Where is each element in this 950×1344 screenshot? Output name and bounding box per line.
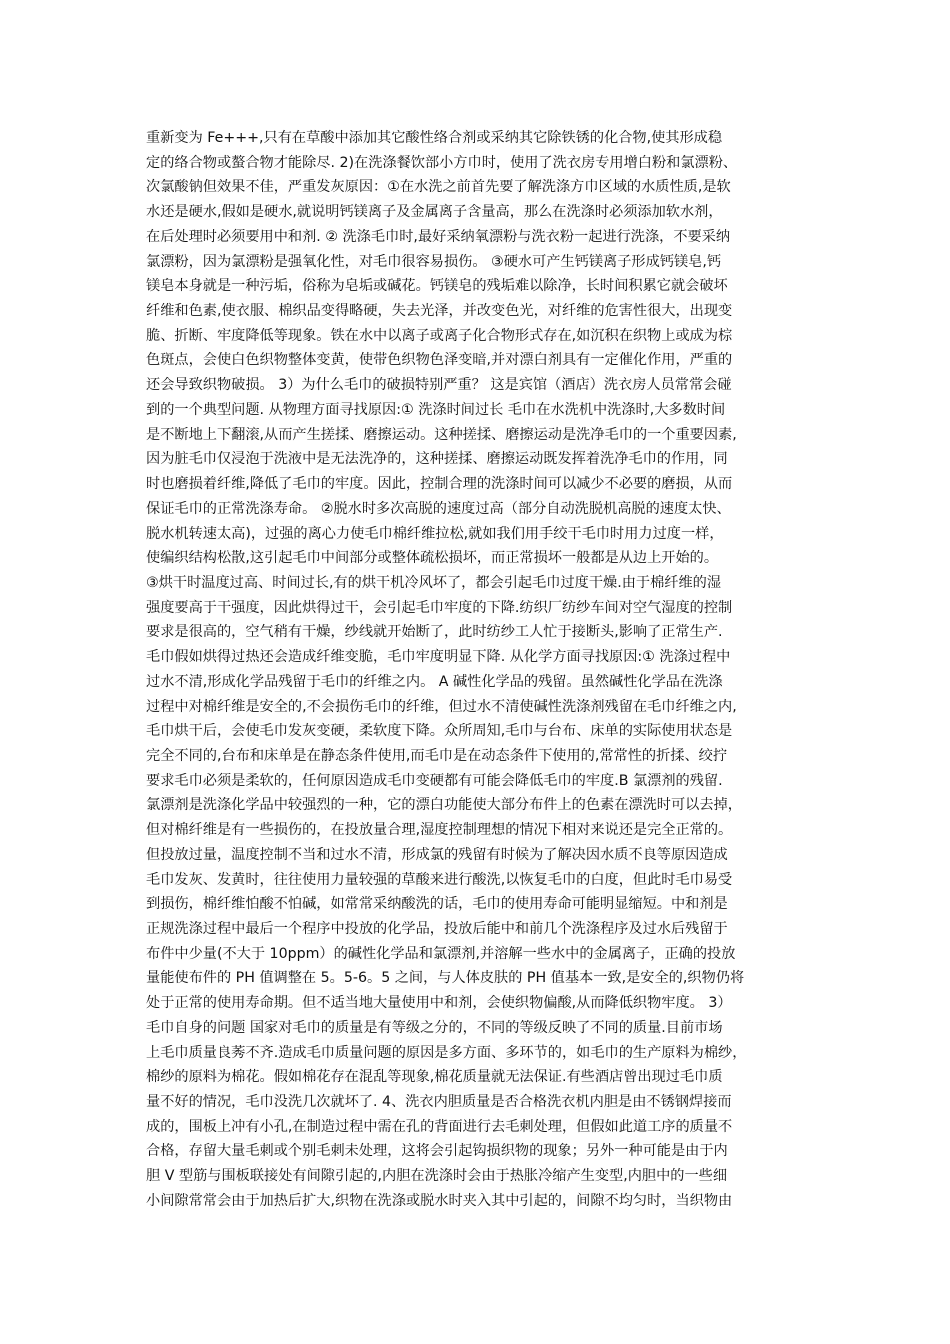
text-line: 在后处理时必须要用中和剂. ② 洗涤毛巾时,最好采纳氧漂粉与洗衣粉一起进行洗涤，不要采纳: [146, 228, 731, 245]
text-line: 使编织结构松散,这引起毛巾中间部分或整体疏松损坏，而正常损坏一般都是从边上开始的。: [146, 550, 719, 567]
text-line: 要求毛巾必须是柔软的，任何原因造成毛巾变硬都有可能会降低毛巾的牢度.B 氯漂剂的残留.: [146, 772, 723, 789]
text-line: 纤维和色素,使衣服、棉织品变得略硬，失去光泽，并改变色光，对纤维的危害性很大，出现变: [146, 303, 733, 320]
text-line: 时也磨损着纤维,降低了毛巾的牢度。因此，控制合理的洗涤时间可以减少不必要的磨损，从而: [146, 476, 733, 493]
text-line: 到损伤，棉纤维怕酸不怕碱，如常常采纳酸洗的话，毛巾的使用寿命可能明显缩短。中和剂是: [146, 896, 728, 913]
text-line: 还会导致织物破损。 3）为什么毛巾的破损特别严重？ 这是宾馆（酒店）洗衣房人员常常会碰: [146, 377, 732, 394]
text-line: 次氯酸钠但效果不佳，严重发灰原因：①在水洗之前首先要了解洗涤方巾区域的水质性质,是软: [146, 179, 731, 196]
text-line: 水还是硬水,假如是硬水,就说明钙镁离子及金属离子含量高，那么在洗涤时必须添加软水剂，: [146, 204, 723, 221]
text-line: 保证毛巾的正常洗涤寿命。 ②脱水时多次高脱的速度过高（部分自动洗脱机高脱的速度太快、: [146, 500, 731, 517]
body-text: [146, 126, 811, 1214]
text-line: 完全不同的,台布和床单是在静态条件使用,而毛巾是在动态条件下使用的,常常性的折揉、绞拧: [146, 747, 728, 764]
text-line: 棉纱的原料为棉花。假如棉花存在混乱等现象,棉花质量就无法保证.有些酒店曾出现过毛巾质: [146, 1069, 723, 1086]
text-line: 正规洗涤过程中最后一个程序中投放的化学品，投放后能中和前几个洗涤程序及过水后残留于: [146, 921, 728, 937]
text-line: 是不断地上下翻滚,从而产生搓揉、磨擦运动。这种搓揉、磨擦运动是洗净毛巾的一个重要因素,: [146, 426, 737, 443]
text-line: 成的，围板上冲有小孔,在制造过程中需在孔的背面进行去毛刺处理，但假如此道工序的质量不: [146, 1118, 733, 1135]
text-line: 但投放过量，温度控制不当和过水不清，形成氯的残留有时候为了解决因水质不良等原因造成: [146, 846, 728, 863]
text-line: 毛巾假如烘得过热还会造成纤维变脆，毛巾牢度明显下降. 从化学方面寻找原因:① 洗涤过程中: [146, 649, 731, 666]
text-line: 脱水机转速太高)，过强的离心力使毛巾棉纤维拉松,就如我们用手绞干毛巾时用力过度一样，: [146, 525, 724, 542]
text-line: 重新变为 Fe+++,只有在草酸中添加其它酸性络合剂或采纳其它除铁锈的化合物,使其形成稳: [146, 130, 723, 146]
text-line: 毛巾烘干后，会使毛巾发灰变硬，柔软度下降。众所周知,毛巾与台布、床单的实际使用状态是: [146, 723, 733, 740]
text-line: 毛巾发灰、发黄时，往往使用力量较强的草酸来进行酸洗,以恢复毛巾的白度，但此时毛巾易受: [146, 871, 733, 888]
text-line: ③烘干时温度过高、时间过长,有的烘干机冷风坏了，都会引起毛巾过度干燥.由于棉纤维的湿: [146, 574, 722, 591]
text-line: 镁皂本身就是一种污垢，俗称为皂垢或碱花。钙镁皂的残垢难以除净，长时间积累它就会破坏: [146, 278, 728, 295]
text-line: 氯漂剂是洗涤化学品中较强烈的一种，它的漂白功能使大部分布件上的色素在漂洗时可以去掉，: [146, 797, 742, 814]
text-line: 脆、折断、牢度降低等现象。铁在水中以离子或离子化合物形式存在,如沉积在织物上或成为棕: [146, 327, 733, 344]
text-line: 过水不清,形成化学品残留于毛巾的纤维之内。 A 碱性化学品的残留。虽然碱性化学品在洗涤: [146, 673, 723, 690]
text-line: 量不好的情况，毛巾没洗几次就坏了. 4、洗衣内胆质量是否合格洗衣机内胆是由不锈钢焊接而: [146, 1094, 732, 1111]
text-line: 强度要高于干强度，因此烘得过干，会引起毛巾牢度的下降.纺织厂纺纱车间对空气湿度的控制: [146, 599, 733, 616]
text-line: 氯漂粉，因为氯漂粉是强氧化性，对毛巾很容易损伤。 ③硬水可产生钙镁离子形成钙镁皂,钙: [146, 253, 722, 270]
text-line: 因为脏毛巾仅浸泡于洗液中是无法洗净的，这种搓揉、磨擦运动既发挥着洗净毛巾的作用，同: [146, 451, 728, 468]
text-line: 要求是很高的，空气稍有干燥，纱线就开始断了，此时纺纱工人忙于接断头,影响了正常生产.: [146, 624, 723, 641]
text-line: 过程中对棉纤维是安全的,不会损伤毛巾的纤维，但过水不清使碱性洗涤剂残留在毛巾纤维之内,: [146, 698, 737, 715]
text-line: 胆 V 型筋与围板联接处有间隙引起的,内胆在洗涤时会由于热胀冷缩产生变型,内胆中的一些细: [146, 1168, 728, 1185]
text-line: 量能使布件的 PH 值调整在 5。5-6。5 之间，与人体皮肤的 PH 值基本一致,是安全的,织物仍将: [146, 970, 745, 987]
text-line: 上毛巾质量良莠不齐.造成毛巾质量问题的原因是多方面、多环节的，如毛巾的生产原料为棉纱，: [146, 1044, 747, 1061]
text-line: 合格，存留大量毛刺或个别毛刺未处理，这将会引起钩损织物的现象；另外一种可能是由于内: [146, 1143, 728, 1160]
text-line: 色斑点，会使白色织物整体变黄，使带色织物色泽变暗,并对漂白剂具有一定催化作用，严重的: [146, 352, 733, 369]
text-line: 到的一个典型问题. 从物理方面寻找原因:① 洗涤时间过长 毛巾在水洗机中洗涤时,大多数时间: [146, 401, 726, 418]
text-line: 处于正常的使用寿命期。但不适当地大量使用中和剂，会使织物偏酸,从而降低织物牢度。 3）: [146, 995, 732, 1012]
text-line: 定的络合物或螯合物才能除尽. 2)在洗涤餐饮部小方巾时，使用了洗衣房专用增白粉和氯漂粉、: [146, 154, 738, 171]
text-line: 毛巾自身的问题 国家对毛巾的质量是有等级之分的，不同的等级反映了不同的质量.目前市场: [146, 1019, 723, 1036]
text-line: 小间隙常常会由于加热后扩大,织物在洗涤或脱水时夹入其中引起的，间隙不均匀时，当织物由: [146, 1192, 733, 1209]
text-line: 布件中少量(不大于 10ppm）的碱性化学品和氯漂剂,并溶解一些水中的金属离子，正确的投放: [146, 945, 736, 962]
text-line: 但对棉纤维是有一些损伤的，在投放量合理,湿度控制理想的情况下相对来说还是完全正常的。: [146, 822, 733, 839]
